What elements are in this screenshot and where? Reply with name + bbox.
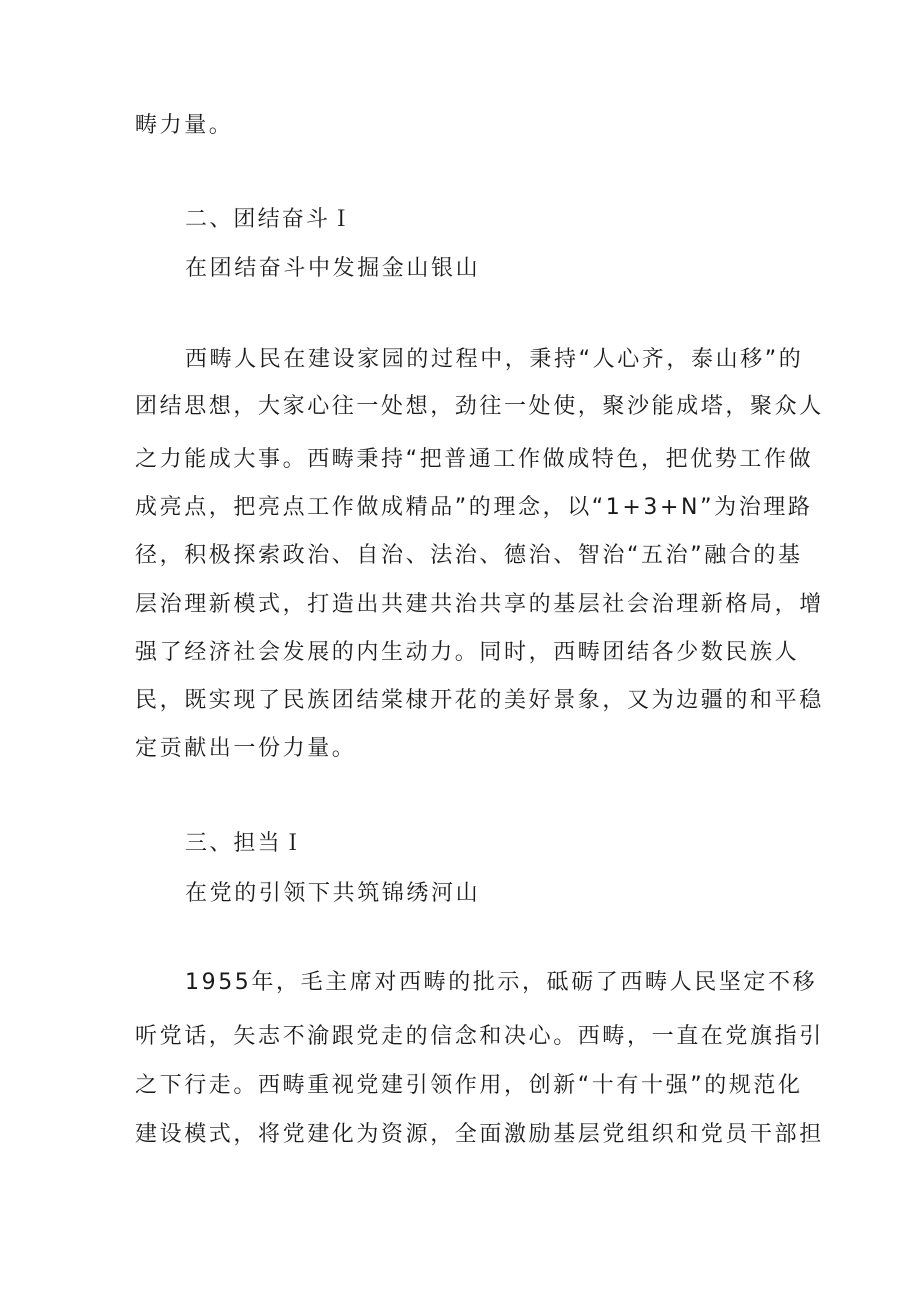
paragraph-line: 层治理新模式，打造出共建共治共享的基层社会治理新格局，增 bbox=[135, 592, 824, 617]
paragraph-fragment: 畴力量。 bbox=[135, 113, 234, 138]
paragraph-line: 西畴人民在建设家园的过程中，秉持“人心齐，泰山移”的 bbox=[185, 347, 804, 372]
paragraph-line: 强了经济社会发展的内生动力。同时，西畴团结各少数民族人 bbox=[135, 640, 800, 665]
paragraph-line: 之下行走。西畴重视党建引领作用，创新“十有十强”的规范化 bbox=[135, 1073, 803, 1098]
paragraph-line: 1955年，毛主席对西畴的批示，砥砺了西畴人民坚定不移 bbox=[185, 970, 818, 995]
paragraph-line: 建设模式，将党建化为资源，全面激励基层党组织和党员干部担 bbox=[135, 1122, 824, 1147]
section-heading: 三、担当Ｉ bbox=[185, 831, 307, 856]
paragraph-line: 径，积极探索政治、自治、法治、德治、智治“五治”融合的基 bbox=[135, 543, 803, 568]
paragraph-line: 成亮点，把亮点工作做成精品”的理念，以“1+3+N”为治理路 bbox=[135, 495, 813, 520]
paragraph-line: 定贡献出一份力量。 bbox=[135, 736, 357, 761]
paragraph-line: 团结思想，大家心往一处想，劲往一处使，聚沙能成塔，聚众人 bbox=[135, 394, 824, 419]
section-subheading: 在党的引领下共筑锦绣河山 bbox=[185, 881, 481, 906]
section-subheading: 在团结奋斗中发掘金山银山 bbox=[185, 256, 481, 281]
section-heading: 二、团结奋斗Ｉ bbox=[185, 207, 355, 232]
paragraph-line: 之力能成大事。西畴秉持“把普通工作做成特色，把优势工作做 bbox=[135, 447, 814, 472]
paragraph-line: 听党话，矢志不渝跟党走的信念和决心。西畴，一直在党旗指引 bbox=[135, 1024, 824, 1049]
paragraph-line: 民，既实现了民族团结棠棣开花的美好景象，又为边疆的和平稳 bbox=[135, 688, 824, 713]
